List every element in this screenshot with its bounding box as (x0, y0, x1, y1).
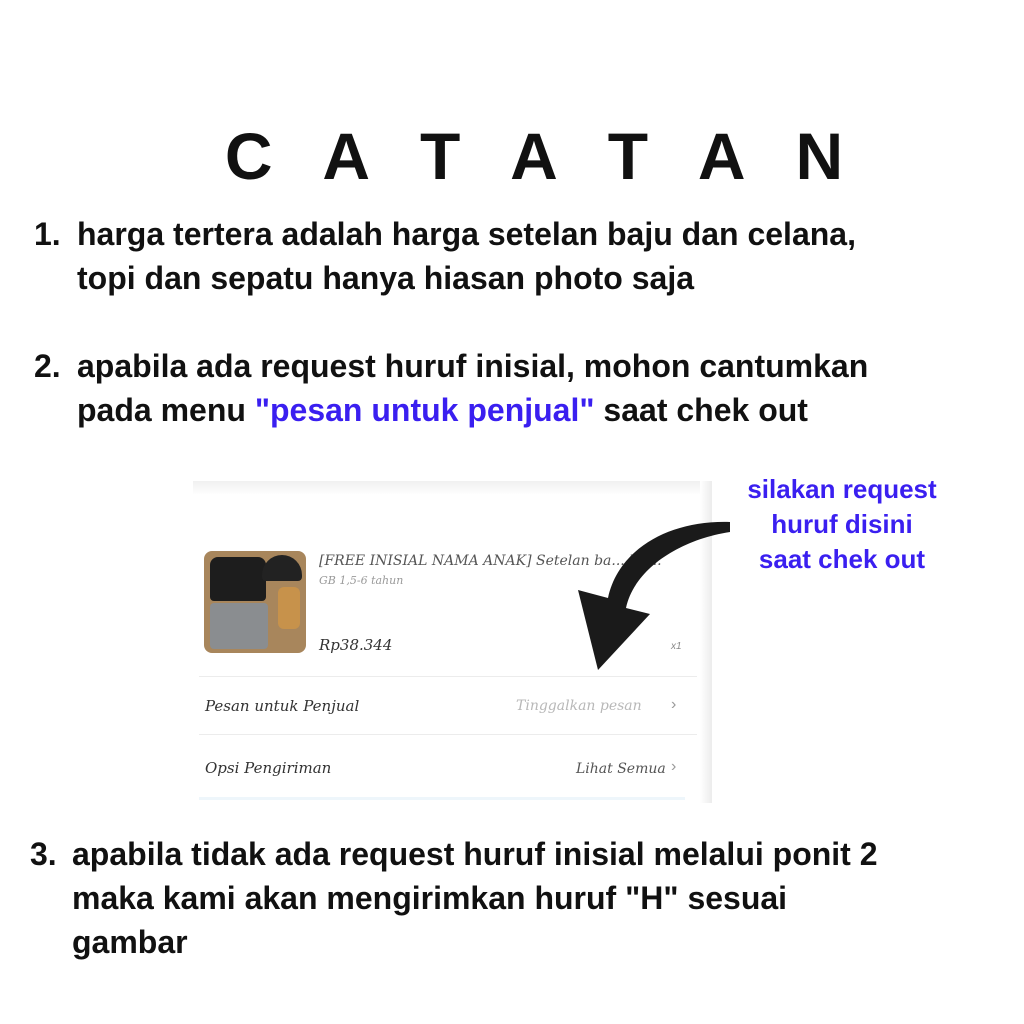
page-title: C A T A T A N (224, 119, 861, 193)
chevron-right-icon: › (671, 696, 677, 713)
curved-arrow-icon (548, 510, 738, 680)
callout-line-2: huruf disini (771, 509, 913, 539)
shipping-row-label: Opsi Pengiriman (205, 759, 332, 777)
note-2-highlight: "pesan untuk penjual" (254, 392, 595, 428)
note-2-text (77, 344, 868, 432)
card-bottom-line (199, 797, 685, 800)
product-title: [FREE INISIAL NAMA ANAK] Setelan ba... Us... (319, 553, 662, 569)
note-1-line-1: harga tertera adalah harga setelan baju dan celana, (77, 216, 856, 252)
note-2-number: 2. (34, 348, 61, 384)
shipping-row-value: Lihat Semua (576, 761, 666, 777)
note-2-line-2 (77, 388, 868, 432)
callout-line-1: silakan request (747, 474, 937, 504)
product-thumbnail (204, 551, 306, 653)
note-1-line-2: topi dan sepatu hanya hiasan photo saja (77, 260, 694, 296)
card-top-shade (193, 481, 712, 495)
message-row-value: Tinggalkan pesan (516, 698, 642, 714)
message-row-label: Pesan untuk Penjual (205, 697, 360, 715)
shorts-image (210, 603, 268, 649)
product-variant: GB 1,5-6 tahun (319, 574, 404, 587)
callout-text (722, 472, 962, 577)
product-quantity: x1 (671, 641, 682, 652)
boot-image (278, 587, 300, 629)
chevron-right-icon: › (671, 758, 677, 775)
note-3-line-3: gambar (72, 924, 188, 960)
note-3-line-1: apabila tidak ada request huruf inisial melalui ponit 2 (72, 836, 878, 872)
note-2-line-2-after: saat chek out (594, 392, 808, 428)
note-3-number: 3. (30, 836, 57, 872)
divider (199, 734, 697, 735)
note-3-line-2: maka kami akan mengirimkan huruf "H" sesuai (72, 880, 788, 916)
shirt-image (210, 557, 266, 601)
callout-line-3: saat chek out (758, 544, 926, 574)
note-2-line-2-before: pada menu (77, 392, 255, 428)
product-price: Rp38.344 (319, 636, 393, 654)
note-1-number: 1. (34, 216, 61, 252)
note-3-text (72, 832, 878, 964)
cap-image (262, 555, 302, 581)
note-2-line-1: apabila ada request huruf inisial, mohon cantumkan (77, 348, 869, 384)
note-1-text (77, 212, 856, 300)
